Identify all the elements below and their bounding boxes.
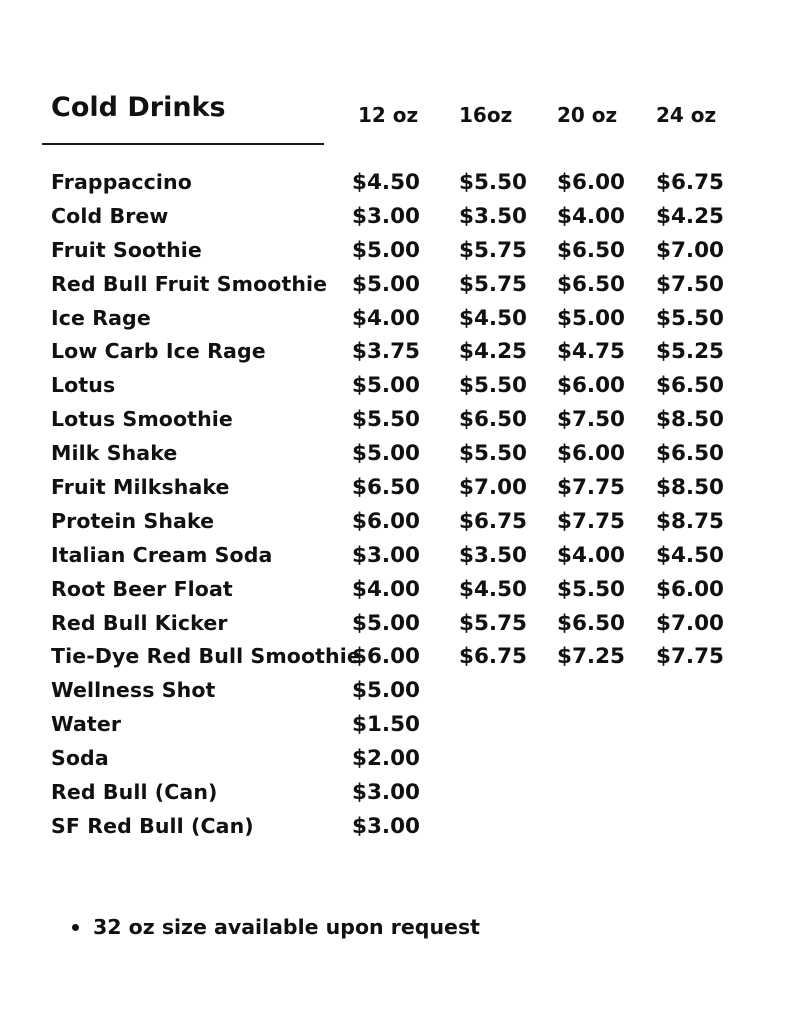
- size-header-20oz: 20 oz: [557, 103, 618, 127]
- price-24oz: $5.50: [656, 305, 725, 331]
- item-name: Red Bull Fruit Smoothie: [51, 271, 328, 296]
- menu-row: [0, 270, 791, 304]
- item-name: Milk Shake: [51, 441, 178, 466]
- price-12oz: $3.00: [352, 203, 421, 229]
- menu-row: [0, 812, 791, 846]
- price-16oz: $5.50: [459, 373, 528, 399]
- price-24oz: $6.75: [656, 170, 725, 195]
- price-12oz: $5.00: [352, 373, 421, 399]
- price-12oz: $3.75: [352, 339, 421, 365]
- menu-row: [0, 778, 791, 812]
- price-20oz: $4.00: [557, 542, 626, 568]
- item-name: Red Bull (Can): [51, 780, 218, 805]
- price-24oz: $4.25: [656, 203, 725, 229]
- price-24oz: $4.50: [656, 542, 725, 568]
- price-20oz: $5.00: [557, 305, 626, 331]
- menu-row: [0, 575, 791, 609]
- item-name: Protein Shake: [51, 508, 215, 533]
- price-20oz: $6.50: [557, 271, 626, 297]
- price-24oz: $6.50: [656, 441, 725, 467]
- price-16oz: $4.50: [459, 305, 528, 331]
- price-12oz: $3.00: [352, 542, 421, 568]
- item-name: Cold Brew: [51, 203, 169, 228]
- price-12oz: $5.00: [352, 271, 421, 297]
- bullet-dot-icon: [72, 924, 79, 931]
- price-20oz: $7.75: [557, 508, 626, 534]
- price-16oz: $6.75: [459, 644, 528, 670]
- menu-row: [0, 744, 791, 778]
- price-16oz: $4.25: [459, 339, 528, 365]
- price-24oz: $5.25: [656, 339, 725, 365]
- price-16oz: $3.50: [459, 542, 528, 568]
- price-single: $3.00: [352, 813, 421, 839]
- menu-row: [0, 642, 791, 676]
- price-12oz: $6.00: [352, 508, 421, 534]
- price-12oz: $5.50: [352, 407, 421, 433]
- item-name: Red Bull Kicker: [51, 610, 228, 635]
- price-16oz: $5.75: [459, 271, 528, 297]
- size-header-12oz: 12 oz: [358, 103, 419, 127]
- price-24oz: $7.50: [656, 271, 725, 297]
- price-24oz: $8.75: [656, 508, 725, 534]
- item-name: Lotus: [51, 373, 116, 398]
- price-24oz: $8.50: [656, 475, 725, 501]
- menu-title: Cold Drinks: [51, 92, 226, 123]
- item-name: Fruit Milkshake: [51, 475, 230, 500]
- menu-row: [0, 236, 791, 270]
- price-24oz: $7.00: [656, 610, 725, 636]
- menu-row: [0, 676, 791, 710]
- price-20oz: $4.75: [557, 339, 626, 365]
- price-16oz: $6.75: [459, 508, 528, 534]
- menu-row: [0, 541, 791, 575]
- menu-row: [0, 202, 791, 236]
- price-20oz: $7.50: [557, 407, 626, 433]
- item-name: Low Carb Ice Rage: [51, 339, 266, 364]
- item-name: Tie-Dye Red Bull Smoothie: [51, 644, 361, 669]
- price-single: $2.00: [352, 746, 421, 772]
- price-20oz: $6.50: [557, 610, 626, 636]
- item-name: Soda: [51, 746, 109, 771]
- menu-row: [0, 507, 791, 541]
- item-name: Root Beer Float: [51, 576, 233, 601]
- menu-row: [0, 304, 791, 338]
- price-12oz: $5.00: [352, 237, 421, 263]
- menu-row: [0, 473, 791, 507]
- price-24oz: $8.50: [656, 407, 725, 433]
- price-20oz: $4.00: [557, 203, 626, 229]
- price-16oz: $5.50: [459, 170, 528, 195]
- price-16oz: $5.75: [459, 237, 528, 263]
- menu-row: [0, 405, 791, 439]
- size-header-16oz: 16oz: [459, 103, 513, 127]
- menu-row: [0, 168, 791, 202]
- item-name: Frappaccino: [51, 170, 192, 194]
- price-16oz: $5.75: [459, 610, 528, 636]
- price-single: $5.00: [352, 678, 421, 704]
- menu-row: [0, 439, 791, 473]
- price-16oz: $4.50: [459, 576, 528, 602]
- price-16oz: $6.50: [459, 407, 528, 433]
- price-12oz: $4.00: [352, 305, 421, 331]
- price-12oz: $5.00: [352, 441, 421, 467]
- price-12oz: $6.50: [352, 475, 421, 501]
- price-single: $1.50: [352, 712, 421, 738]
- price-12oz: $6.00: [352, 644, 421, 670]
- price-12oz: $5.00: [352, 610, 421, 636]
- item-name: SF Red Bull (Can): [51, 813, 254, 838]
- price-20oz: $6.00: [557, 170, 626, 195]
- price-single: $3.00: [352, 780, 421, 806]
- price-20oz: $6.00: [557, 441, 626, 467]
- menu-row: [0, 609, 791, 643]
- item-name: Ice Rage: [51, 305, 151, 330]
- price-12oz: $4.00: [352, 576, 421, 602]
- price-16oz: $3.50: [459, 203, 528, 229]
- item-name: Lotus Smoothie: [51, 407, 233, 432]
- price-20oz: $7.25: [557, 644, 626, 670]
- price-16oz: $5.50: [459, 441, 528, 467]
- price-12oz: $4.50: [352, 170, 421, 195]
- price-20oz: $6.50: [557, 237, 626, 263]
- size-header-24oz: 24 oz: [656, 103, 717, 127]
- price-list: [0, 168, 791, 846]
- menu-row: [0, 371, 791, 405]
- price-24oz: $6.00: [656, 576, 725, 602]
- price-24oz: $7.75: [656, 644, 725, 670]
- price-20oz: $7.75: [557, 475, 626, 501]
- title-underline: [42, 143, 324, 145]
- item-name: Italian Cream Soda: [51, 542, 273, 567]
- item-name: Water: [51, 712, 122, 737]
- price-20oz: $5.50: [557, 576, 626, 602]
- menu-row: [0, 337, 791, 371]
- item-name: Wellness Shot: [51, 678, 216, 703]
- item-name: Fruit Soothie: [51, 237, 202, 262]
- size-note: 32 oz size available upon request: [93, 915, 480, 939]
- price-16oz: $7.00: [459, 475, 528, 501]
- price-20oz: $6.00: [557, 373, 626, 399]
- price-24oz: $7.00: [656, 237, 725, 263]
- menu-row: [0, 710, 791, 744]
- price-24oz: $6.50: [656, 373, 725, 399]
